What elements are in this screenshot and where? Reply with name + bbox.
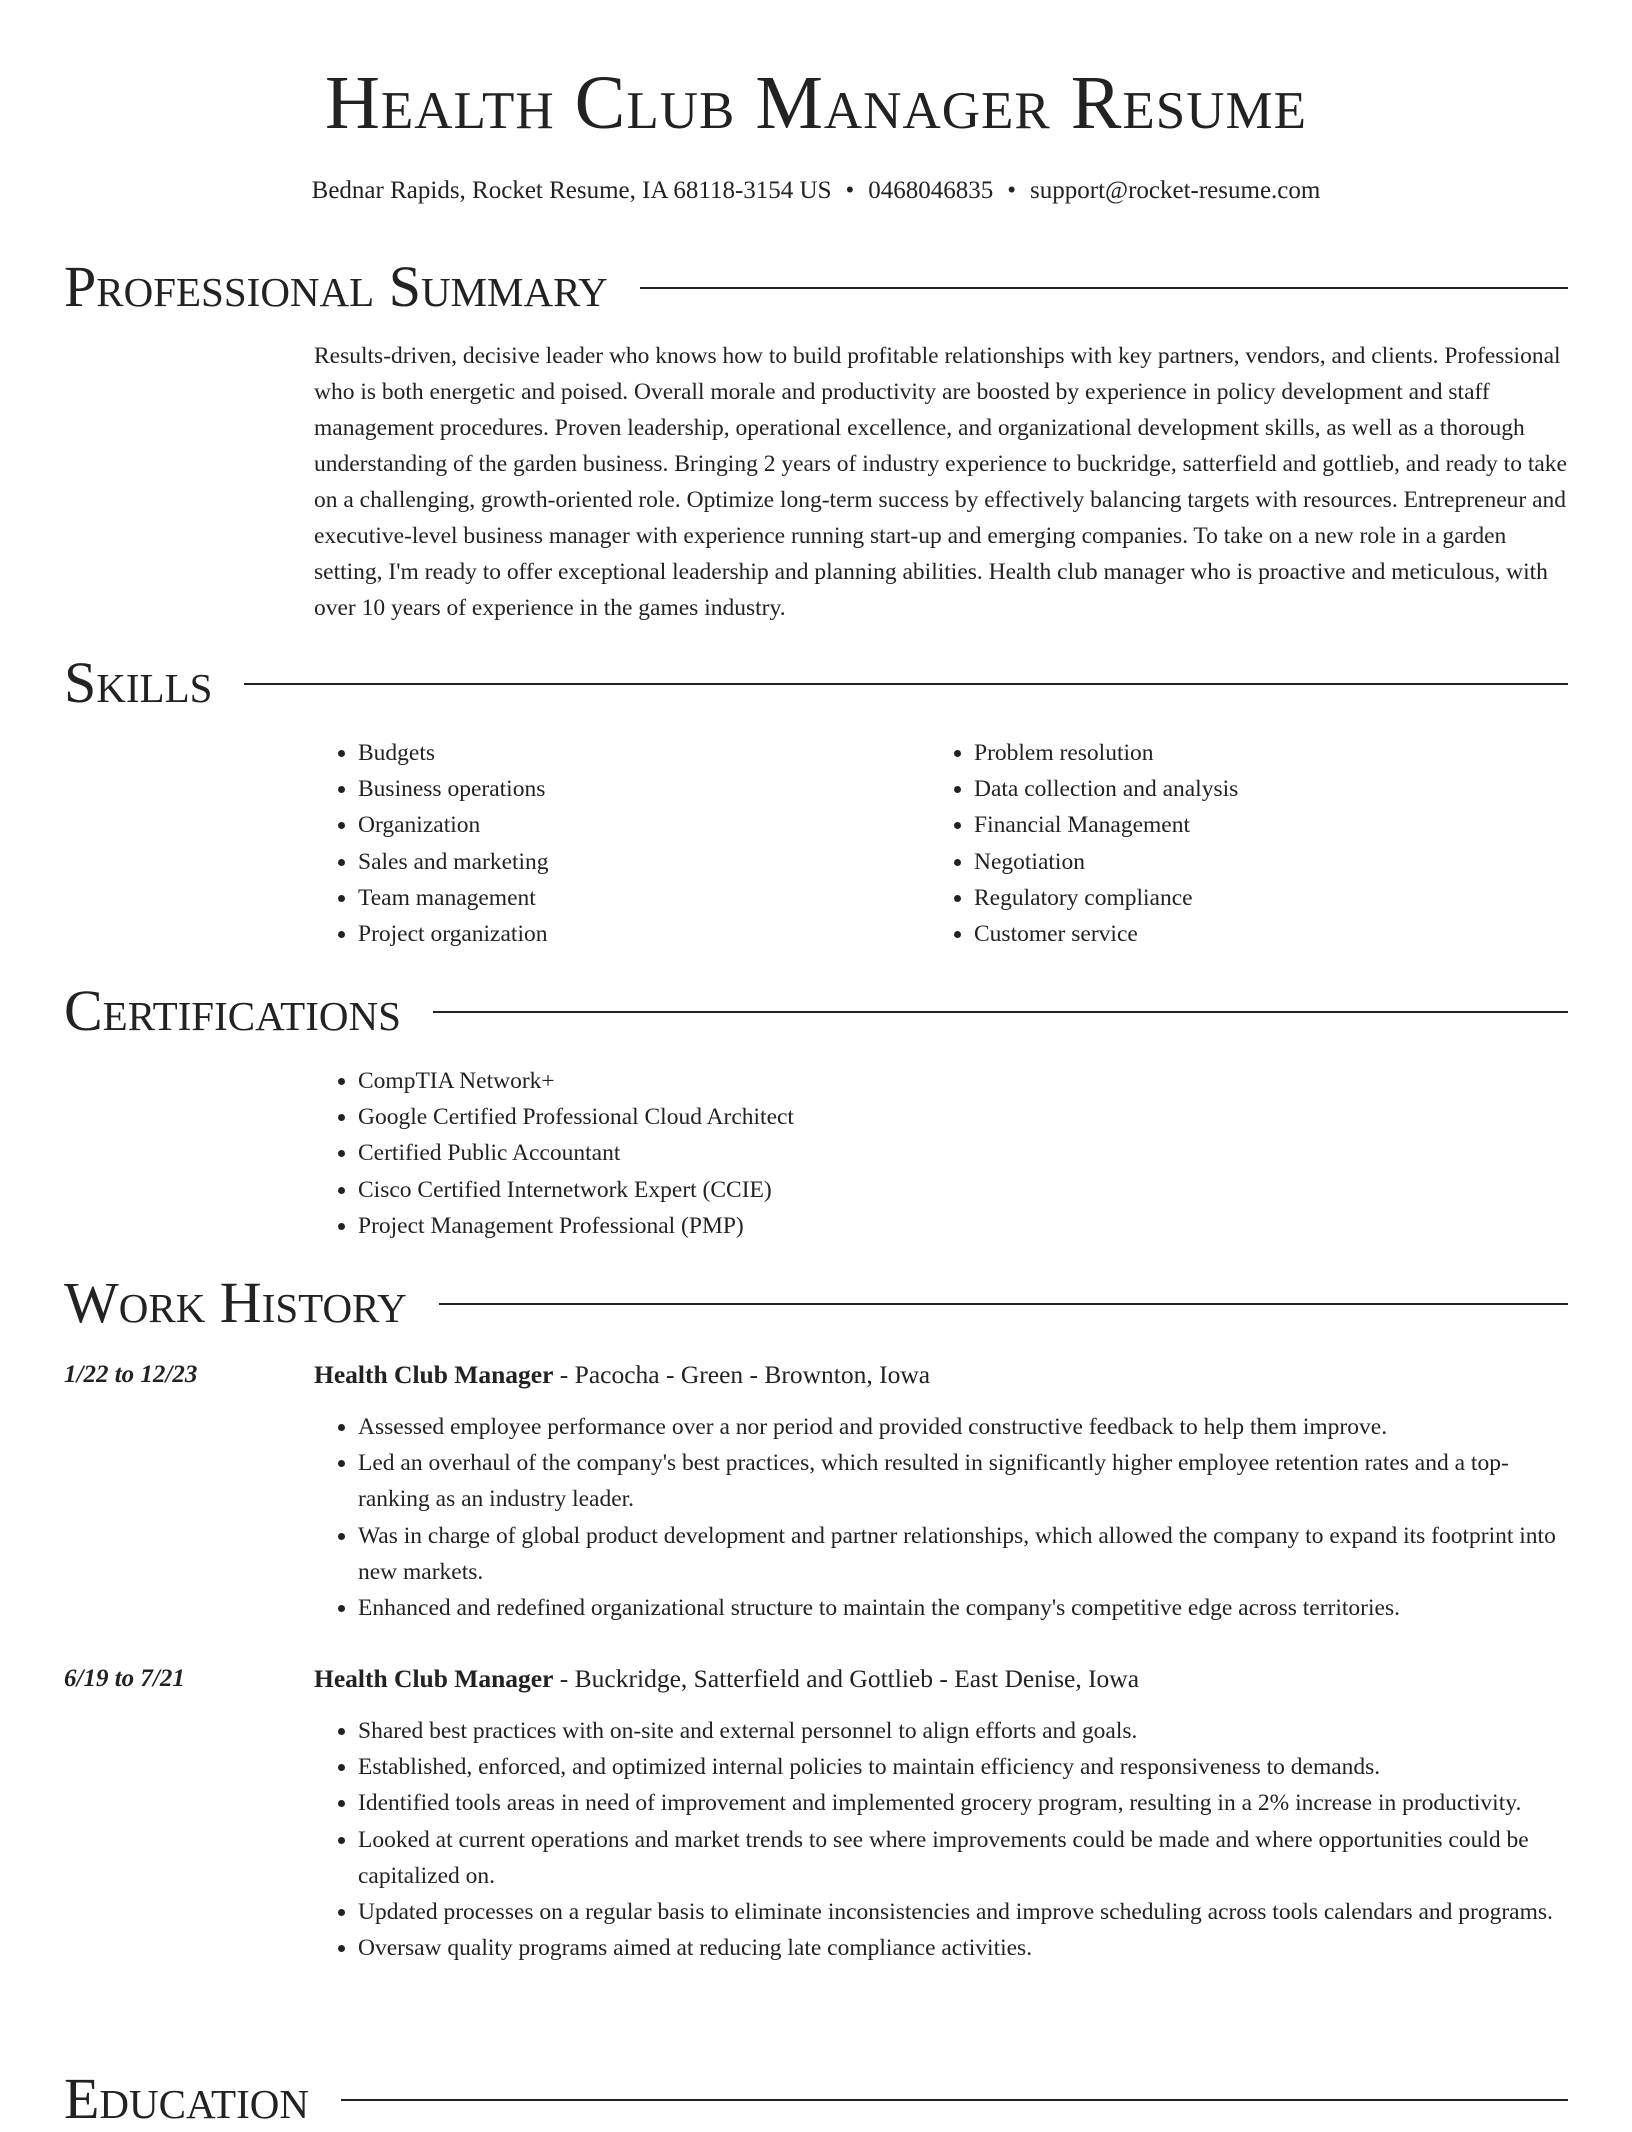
summary-section-header — [64, 254, 1568, 320]
job-bullet: • Identified tools areas in need of improvement and implemented grocery program, resulting in a 2% increase in productivity. — [358, 1785, 1570, 1821]
certification-item: • Cisco Certified Internetwork Expert (CCIE) — [358, 1172, 1514, 1208]
contact-separator: • — [1007, 177, 1017, 204]
skill-item: • Team management — [358, 880, 874, 916]
skills-column-left — [314, 735, 874, 952]
job-bullet: • Was in charge of global product development and partner relationships, which allowed the company to expand its footprint into new markets. — [358, 1518, 1570, 1590]
job-bullets — [314, 1409, 1570, 1626]
skills-list — [314, 735, 874, 952]
skill-item: • Business operations — [358, 771, 874, 807]
education-section-header — [64, 2066, 1568, 2132]
section-title: Certifications — [64, 978, 401, 1043]
section-title: Education — [64, 2066, 309, 2131]
job-bullet-list — [314, 1713, 1570, 1966]
section-divider — [439, 1303, 1568, 1305]
skill-item: • Customer service — [974, 916, 1530, 952]
certification-item: • CompTIA Network+ — [358, 1063, 1514, 1099]
section-divider — [640, 287, 1568, 289]
skill-item: • Negotiation — [974, 844, 1530, 880]
certification-item: • Google Certified Professional Cloud Architect — [358, 1099, 1514, 1135]
job-bullet: • Assessed employee performance over a nor period and provided constructive feedback to help them improve. — [358, 1409, 1570, 1445]
skills-section-header — [64, 650, 1568, 716]
job-dates: 1/22 to 12/23 — [64, 1361, 198, 1388]
certifications-section-header — [64, 978, 1568, 1044]
job-bullet-list — [314, 1409, 1570, 1626]
resume-title: Health Club Manager Resume — [324, 61, 1308, 145]
skill-item: • Budgets — [358, 735, 874, 771]
certifications-block — [314, 1063, 1514, 1244]
skill-item: • Sales and marketing — [358, 844, 874, 880]
section-divider — [244, 683, 1568, 685]
skill-item: • Project organization — [358, 916, 874, 952]
job-role: Health Club Manager — [314, 1360, 554, 1389]
certification-item: • Project Management Professional (PMP) — [358, 1208, 1514, 1244]
certifications-list — [314, 1063, 1514, 1244]
skill-item: • Financial Management — [974, 807, 1530, 843]
section-title: Professional Summary — [64, 254, 608, 319]
job-bullet: • Enhanced and redefined organizational structure to maintain the company's competitive edge across territories. — [358, 1590, 1570, 1626]
job-bullet: • Established, enforced, and optimized internal policies to maintain efficiency and responsiveness to demands. — [358, 1749, 1570, 1785]
contact-address: Bednar Rapids, Rocket Resume, IA 68118-3154 US — [311, 177, 832, 204]
job-heading — [314, 1357, 930, 1393]
skill-item: • Data collection and analysis — [974, 771, 1530, 807]
section-title: Skills — [64, 650, 213, 715]
job-bullet: • Led an overhaul of the company's best practices, which resulted in significantly higher employee retention rates and a top-ranking as an industry leader. — [358, 1445, 1570, 1517]
skill-item: • Organization — [358, 807, 874, 843]
job-employer-location: - Pacocha - Green - Brownton, Iowa — [553, 1360, 931, 1389]
job-heading — [314, 1661, 1139, 1697]
section-divider — [433, 1011, 1568, 1013]
job-bullet: • Oversaw quality programs aimed at reducing late compliance activities. — [358, 1930, 1570, 1966]
contact-email[interactable]: support@rocket-resume.com — [1030, 177, 1321, 204]
skill-item: • Regulatory compliance — [974, 880, 1530, 916]
job-role: Health Club Manager — [314, 1664, 554, 1693]
job-bullet: • Updated processes on a regular basis to eliminate inconsistencies and improve scheduling across tools calendars and programs. — [358, 1894, 1570, 1930]
certification-item: • Certified Public Accountant — [358, 1135, 1514, 1171]
job-bullet: • Shared best practices with on-site and external personnel to align efforts and goals. — [358, 1713, 1570, 1749]
job-bullet: • Looked at current operations and market trends to see where improvements could be made and where opportunities could be capitalized on. — [358, 1822, 1570, 1894]
skills-column-right — [930, 735, 1530, 952]
job-employer-location: - Buckridge, Satterfield and Gottlieb - East Denise, Iowa — [553, 1664, 1140, 1693]
contact-separator: • — [845, 177, 855, 204]
section-title: Work History — [64, 1270, 407, 1335]
work-history-section-header — [64, 1270, 1568, 1336]
job-bullets — [314, 1713, 1570, 1966]
contact-line — [0, 174, 1632, 208]
skill-item: • Problem resolution — [974, 735, 1530, 771]
section-divider — [341, 2099, 1568, 2101]
summary-text: Results-driven, decisive leader who knows how to build profitable relationships with key partners, vendors, and clients. Professional who is both energetic and poised. Overall morale and productivity are boosted by experience in policy development and staff management procedures. Proven leadership, operational excellence, and organizational development skills, as well as a thorough understanding of the garden business. Bringing 2 years of industry experience to buckridge, satterfield and gottlieb, and ready to take on a challenging, growth-oriented role. Optimize long-term success by effectively balancing targets with resources. Entrepreneur and executive-level business manager with experience running start-up and emerging companies. To take on a new role in a garden setting, I'm ready to offer exceptional leadership and planning abilities. Health club manager who is proactive and meticulous, with over 10 years of experience in the games industry. — [314, 343, 1567, 621]
job-dates: 6/19 to 7/21 — [64, 1665, 185, 1692]
contact-phone: 0468046835 — [868, 177, 994, 204]
skills-list — [930, 735, 1530, 952]
